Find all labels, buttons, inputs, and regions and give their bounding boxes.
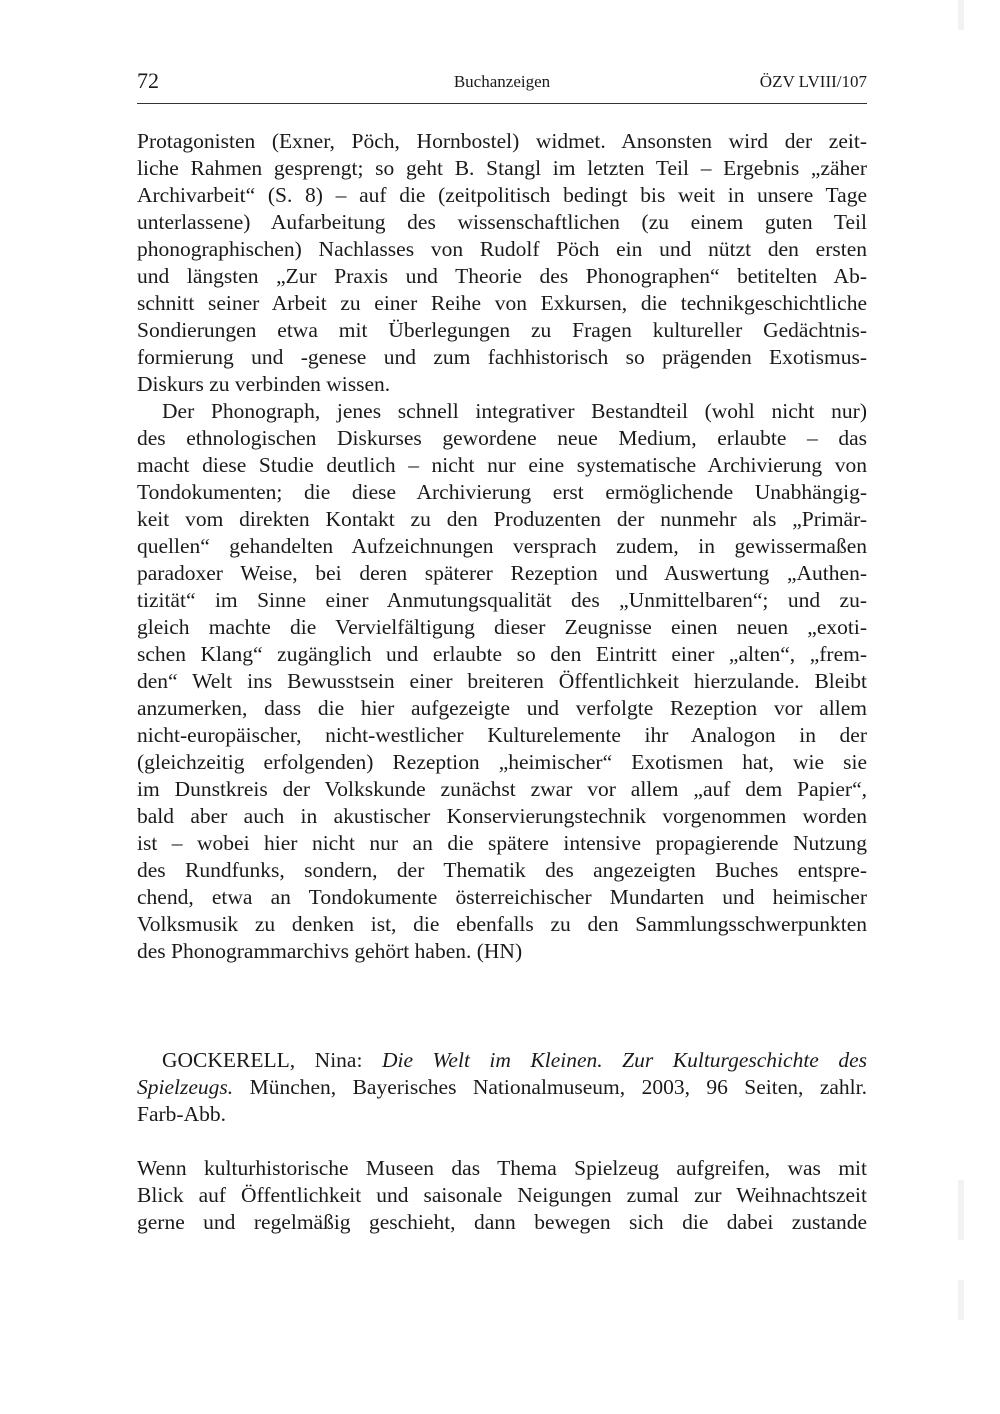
text-line: Sondierungen etwa mit Überlegungen zu Fragen kultureller Gedächtnis-: [137, 318, 867, 342]
scan-artifact: [958, 1180, 964, 1240]
text-line: keit vom direkten Kontakt zu den Produzenten der nunmehr als „Primär-: [137, 507, 867, 531]
text-line: im Dunstkreis der Volkskunde zunächst zwar vor allem „auf dem Papier“,: [137, 777, 867, 801]
text-line: gleich machte die Vervielfältigung dieser Zeugnisse einen neuen „exoti-: [137, 615, 867, 639]
running-header: [137, 68, 867, 98]
text-line: phonographischen) Nachlasses von Rudolf Pöch ein und nützt den ersten: [137, 237, 867, 261]
section-title: Buchanzeigen: [453, 72, 551, 91]
review-2-citation: [137, 1047, 867, 1128]
page-number: 72: [137, 68, 159, 93]
text-line: paradoxer Weise, bei deren späterer Rezeption und Auswertung „Authen-: [137, 561, 867, 585]
citation-extra: Farb-Abb.: [137, 1102, 226, 1126]
citation-line: [137, 1047, 867, 1074]
text-line: ist – wobei hier nicht nur an die spätere intensive propagierende Nutzung: [137, 831, 867, 855]
citation-line: [137, 1074, 867, 1101]
text-line: Protagonisten (Exner, Pöch, Hornbostel) widmet. Ansonsten wird der zeit-: [137, 129, 867, 153]
text-line: chend, etwa an Tondokumente österreichischer Mundarten und heimischer: [137, 885, 867, 909]
journal-reference: ÖZV LVIII/107: [759, 72, 867, 91]
scan-artifact: [958, 0, 964, 30]
review-signature-line: des Phonogrammarchivs gehört haben. (HN): [137, 939, 523, 963]
text-line: Diskurs zu verbinden wissen.: [137, 372, 391, 396]
review-1-paragraph-1: [137, 128, 867, 398]
scan-artifact: [958, 1280, 964, 1320]
text-line: nicht-europäischer, nicht-westlicher Kulturelemente ihr Analogon in der: [137, 723, 867, 747]
citation-title-continued: Spielzeugs.: [137, 1075, 234, 1099]
citation-title: Die Welt im Kleinen. Zur Kulturgeschichte des: [381, 1048, 868, 1072]
text-line: Volksmusik zu denken ist, die ebenfalls zu den Sammlungsschwerpunkten: [137, 912, 867, 936]
text-line: schnitt seiner Arbeit zu einer Reihe von Exkursen, die technikgeschichtliche: [137, 291, 867, 315]
review-1-paragraph-2: [137, 398, 867, 965]
text-line: und längsten „Zur Praxis und Theorie des Phonographen“ betitelten Ab-: [137, 264, 867, 288]
text-line: Blick auf Öffentlichkeit und saisonale Neigungen zumal zur Weihnachtszeit: [137, 1183, 867, 1207]
text-line: bald aber auch in akustischer Konservierungstechnik vorgenommen worden: [137, 804, 867, 828]
text-line: tizität“ im Sinne einer Anmutungsqualität des „Unmittelbaren“; und zu-: [137, 588, 867, 612]
review-1-body: [137, 128, 867, 965]
text-line: Der Phonograph, jenes schnell integrativer Bestandteil (wohl nicht nur): [162, 399, 867, 423]
text-line: Tondokumenten; die diese Archivierung erst ermöglichende Unabhängig-: [137, 480, 867, 504]
text-line: Archivarbeit“ (S. 8) – auf die (zeitpolitisch bedingt bis weit in unsere Tage: [137, 183, 867, 207]
text-line: macht diese Studie deutlich – nicht nur eine systematische Archivierung von: [137, 453, 867, 477]
text-line: gerne und regelmäßig geschieht, dann bewegen sich die dabei zustande: [137, 1210, 867, 1234]
text-line: (gleichzeitig erfolgenden) Rezeption „heimischer“ Exotismen hat, wie sie: [137, 750, 867, 774]
citation-author: GOCKERELL, Nina:: [162, 1048, 382, 1072]
header-rule: [137, 103, 867, 104]
text-line: des ethnologischen Diskurses gewordene neue Medium, erlaubte – das: [137, 426, 867, 450]
review-2-body: [137, 1155, 867, 1236]
text-line: liche Rahmen gesprengt; so geht B. Stangl im letzten Teil – Ergebnis „zäher: [137, 156, 867, 180]
text-line: unterlassene) Aufarbeitung des wissenschaftlichen (zu einem guten Teil: [137, 210, 867, 234]
text-line: Wenn kulturhistorische Museen das Thema Spielzeug aufgreifen, was mit: [137, 1156, 867, 1180]
citation-publication: München, Bayerisches Nationalmuseum, 2003, 96 Seiten, zahlr.: [233, 1075, 867, 1099]
text-line: formierung und -genese und zum fachhistorisch so prägenden Exotismus-: [137, 345, 867, 369]
text-line: den“ Welt ins Bewusstsein einer breiteren Öffentlichkeit hierzulande. Bleibt: [137, 669, 867, 693]
text-line: schen Klang“ zugänglich und erlaubte so den Eintritt einer „alten“, „frem-: [137, 642, 867, 666]
text-line: des Rundfunks, sondern, der Thematik des angezeigten Buches entspre-: [137, 858, 867, 882]
review-2-paragraph-1: [137, 1155, 867, 1236]
text-line: anzumerken, dass die hier aufgezeigte und verfolgte Rezeption vor allem: [137, 696, 867, 720]
text-line: quellen“ gehandelten Aufzeichnungen versprach zudem, in gewissermaßen: [137, 534, 867, 558]
